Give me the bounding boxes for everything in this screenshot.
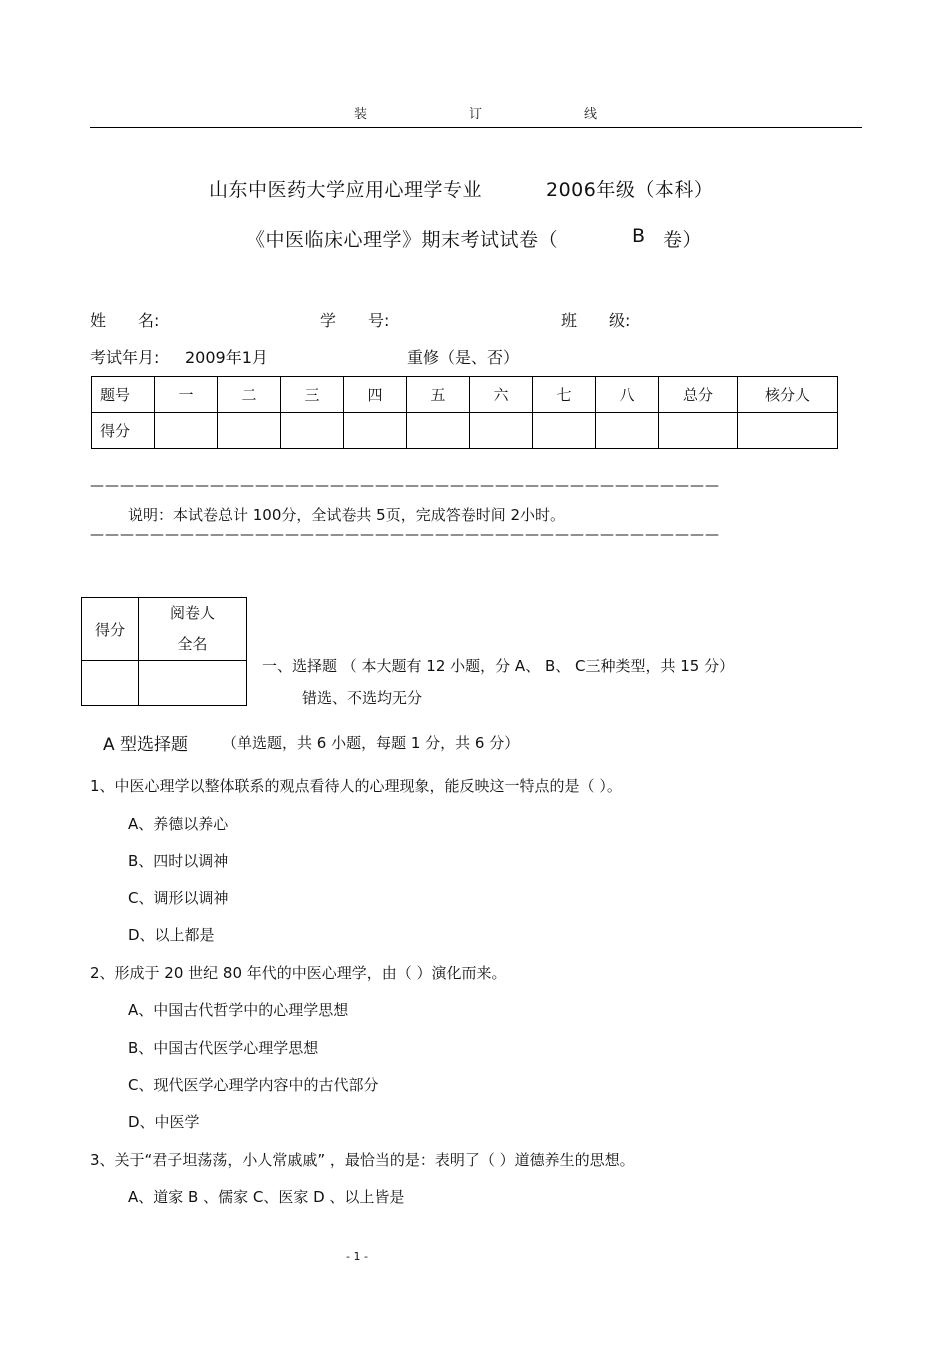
score-cell [738, 413, 838, 449]
retake-label: 重修（是、否） [407, 348, 520, 367]
score-header-cell: 四 [344, 377, 407, 413]
score-header-cell: 核分人 [738, 377, 838, 413]
exam-date-value: 2009年1月 [185, 348, 268, 367]
score-header-cell: 六 [470, 377, 533, 413]
score-row-label: 得分 [92, 413, 155, 449]
score-cell [596, 413, 659, 449]
score-cell [407, 413, 470, 449]
title-paper-letter: B [632, 225, 646, 247]
question-1-option-a: A、养德以养心 [128, 815, 229, 833]
page-number: - 1 - [346, 1250, 368, 1263]
score-header-cell: 五 [407, 377, 470, 413]
score-header-cell: 七 [533, 377, 596, 413]
score-cell [344, 413, 407, 449]
question-2-option-d: D、中医学 [128, 1113, 200, 1131]
a-type-description: （单选题，共 6 小题，每题 1 分，共 6 分） [222, 734, 520, 752]
section-heading: 一、选择题 （ 本大题有 12 小题，分 A、 B、 C三种类型，共 15 分） [262, 657, 735, 675]
score-header-cell: 三 [281, 377, 344, 413]
score-header-cell: 一 [155, 377, 218, 413]
score-cell [218, 413, 281, 449]
title-paper-suffix: 卷） [663, 229, 703, 251]
name-label: 姓 名: [90, 311, 160, 330]
a-type-heading: A 型选择题 [103, 735, 189, 755]
question-3-options: A、道家 B 、儒家 C、医家 D 、以上皆是 [128, 1188, 405, 1206]
question-2-stem: 2、形成于 20 世纪 80 年代的中医心理学，由（ ）演化而来。 [90, 964, 507, 982]
binding-rule [90, 127, 862, 128]
question-1-option-b: B、四时以调神 [128, 852, 229, 870]
dashed-separator-bottom: —————————————————————————————————————————— [90, 527, 720, 543]
binding-char-2: 订 [469, 107, 483, 122]
exam-date-label: 考试年月: [90, 348, 160, 367]
score-cell [470, 413, 533, 449]
question-1-option-d: D、以上都是 [128, 926, 215, 944]
dashed-separator-top: —————————————————————————————————————————— [90, 478, 720, 494]
question-2-option-a: A、中国古代哲学中的心理学思想 [128, 1001, 349, 1019]
question-2-option-c: C、现代医学心理学内容中的古代部分 [128, 1076, 379, 1094]
score-table-header-row [92, 377, 838, 413]
question-1-option-c: C、调形以调神 [128, 889, 229, 907]
grader-score-cell [82, 661, 139, 706]
binding-char-3: 线 [584, 107, 598, 122]
score-cell [533, 413, 596, 449]
score-cell [281, 413, 344, 449]
grader-box [81, 597, 247, 706]
section-note: 错选、不选均无分 [302, 689, 423, 707]
title-school: 山东中医药大学应用心理学专业 [209, 179, 483, 201]
score-table-score-row [92, 413, 838, 449]
question-1-stem: 1、中医心理学以整体联系的观点看待人的心理现象，能反映这一特点的是（ ）。 [90, 777, 622, 795]
score-header-cell: 题号 [92, 377, 155, 413]
grader-label-line-2: 全名 [177, 635, 208, 653]
score-header-cell: 总分 [659, 377, 738, 413]
exam-instructions: 说明：本试卷总计 100分，全试卷共 5页，完成答卷时间 2小时。 [128, 506, 566, 524]
binding-char-1: 装 [354, 107, 368, 122]
title-course: 《中医临床心理学》期末考试试卷（ [246, 229, 559, 251]
score-table [91, 376, 838, 449]
score-cell [659, 413, 738, 449]
score-header-cell: 八 [596, 377, 659, 413]
grader-label-line-1: 阅卷人 [169, 604, 215, 622]
score-header-cell: 二 [218, 377, 281, 413]
title-grade: 2006年级（本科） [546, 179, 714, 201]
grader-name-label [139, 598, 247, 661]
score-cell [155, 413, 218, 449]
grader-score-label: 得分 [82, 598, 139, 661]
question-2-option-b: B、中国古代医学心理学思想 [128, 1039, 319, 1057]
grader-name-cell [139, 661, 247, 706]
class-label: 班 级: [561, 311, 631, 330]
student-id-label: 学 号: [320, 311, 390, 330]
question-3-stem: 3、关于“君子坦荡荡，小人常戚戚” ，最恰当的是：表明了（ ）道德养生的思想。 [90, 1151, 635, 1169]
